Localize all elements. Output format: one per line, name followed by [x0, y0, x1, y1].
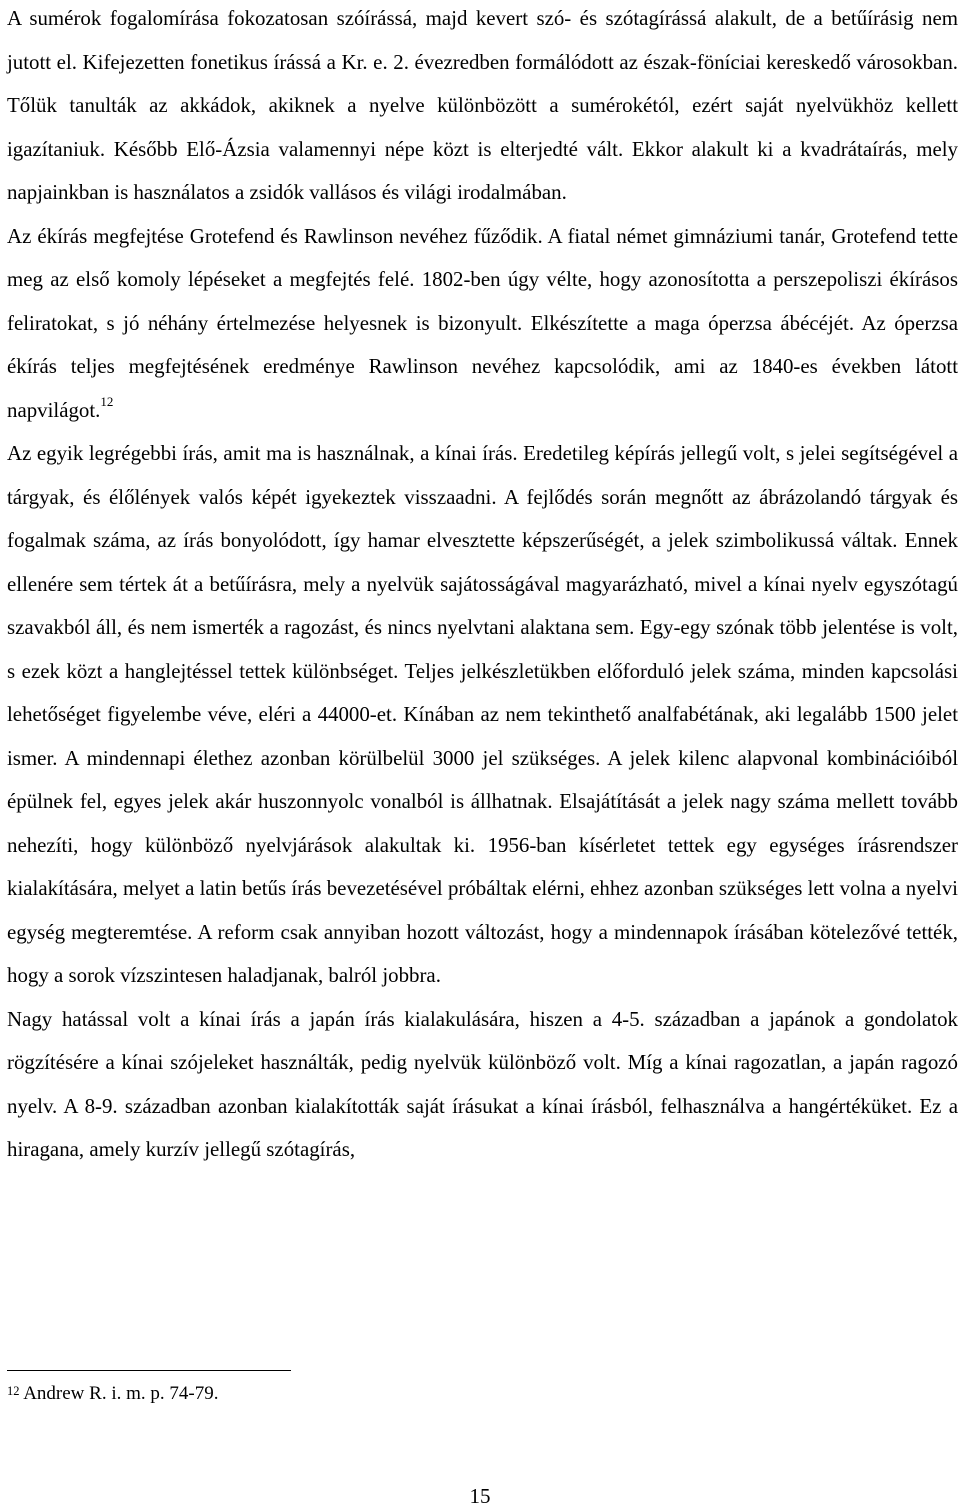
paragraph-text: A sumérok fogalomírása fokozatosan szóírássá, majd kevert szó- és szótagírássá alakult, de a betűírásig nem jutott el. Kifejezetten fonetikus írássá a Kr. e. 2. évezredben formálódott az észak-föníciai kereskedő városokban. Tőlük tanulták az akkádok, akiknek a nyelve különbözött a sumérokétól, ezért saját nyelvükhöz kellett igazítaniuk. Később Elő-Ázsia valamennyi népe közt is elterjedté vált. Ekkor alakult ki a kvadrátaírás, mely napjainkban is használatos a zsidók vallásos és világi irodalmában.	[7, 6, 958, 204]
paragraph-cuneiform-decipherment	[7, 215, 958, 433]
footnote-divider	[7, 1370, 291, 1371]
paragraph-japanese-writing	[7, 998, 958, 1172]
paragraph-text: Az egyik legrégebbi írás, amit ma is használnak, a kínai írás. Eredetileg képírás jellegű volt, s jelei segítségével a tárgyak, és élőlények valós képét igyekeztek visszaadni. A fejlődés során megnőtt az ábrázolandó tárgyak és fogalmak száma, az írás bonyolódott, így hamar elvesztette képszerűségét, a jelek szimbolikussá váltak. Ennek ellenére sem tértek át a betűírásra, mely a nyelvük sajátosságával magyarázható, mivel a kínai nyelv egyszótagú szavakból áll, és nem ismerték a ragozást, és nincs nyelvtani alaktana sem. Egy-egy szónak több jelentése is volt, s ezek közt a hanglejtéssel tettek különbséget. Teljes jelkészletükben előforduló jelek száma, minden kapcsolási lehetőséget figyelembe véve, eléri a 44000-et. Kínában az nem tekinthető analfabétának, aki legalább 1500 jelet ismer. A mindennapi élethez azonban körülbelül 3000 jel szükséges. A jelek kilenc alapvonal kombinációiból épülnek fel, egyes jelek akár huszonnyolc vonalból is állhatnak. Elsajátítását a jelek nagy száma mellett tovább nehezíti, hogy különböző nyelvjárások alakultak ki. 1956-ban kísérletet tettek egy egységes írásrendszer kialakítására, melyet a latin betűs írás bevezetésével próbáltak elérni, ehhez azonban szükséges lett volna a nyelvi egység megteremtése. A reform csak annyiban hozott változást, hogy a mindennapok írásában kötelezővé tették, hogy a sorok vízszintesen haladjanak, balról jobbra.	[7, 441, 958, 987]
footnote-number: 12	[7, 1384, 20, 1398]
paragraph-text: Az ékírás megfejtése Grotefend és Rawlinson nevéhez fűződik. A fiatal német gimnáziumi tanár, Grotefend tette meg az első komoly lépéseket a megfejtés felé. 1802-ben úgy vélte, hogy azonosította a perszepoliszi ékírásos feliratokat, s jó néhány értelmezése helyesnek is bizonyult. Elkészítette a maga óperzsa ábécéjét. Az óperzsa ékírás teljes megfejtésének eredménye Rawlinson nevéhez kapcsolódik, ami az 1840-es években látott napvilágot.	[7, 223, 958, 422]
footnote-reference[interactable]: 12	[100, 393, 114, 409]
footnote	[7, 1381, 218, 1408]
page-number: 15	[469, 1484, 491, 1508]
footnote-text: Andrew R. i. m. p. 74-79.	[23, 1383, 219, 1404]
paragraph-sumerian-writing	[7, 0, 958, 215]
paragraph-chinese-writing	[7, 432, 958, 998]
page-body	[7, 0, 958, 1172]
paragraph-text: Nagy hatással volt a kínai írás a japán írás kialakulására, hiszen a 4-5. században a japánok a gondolatok rögzítésére a kínai szójeleket használták, pedig nyelvük különböző volt. Míg a kínai ragozatlan, a japán ragozó nyelv. A 8-9. században azonban kialakították saját írásukat a kínai írásból, felhasználva a hangértéküket. Ez a hiragana, amely kurzív jellegű szótagírás,	[7, 1006, 958, 1161]
